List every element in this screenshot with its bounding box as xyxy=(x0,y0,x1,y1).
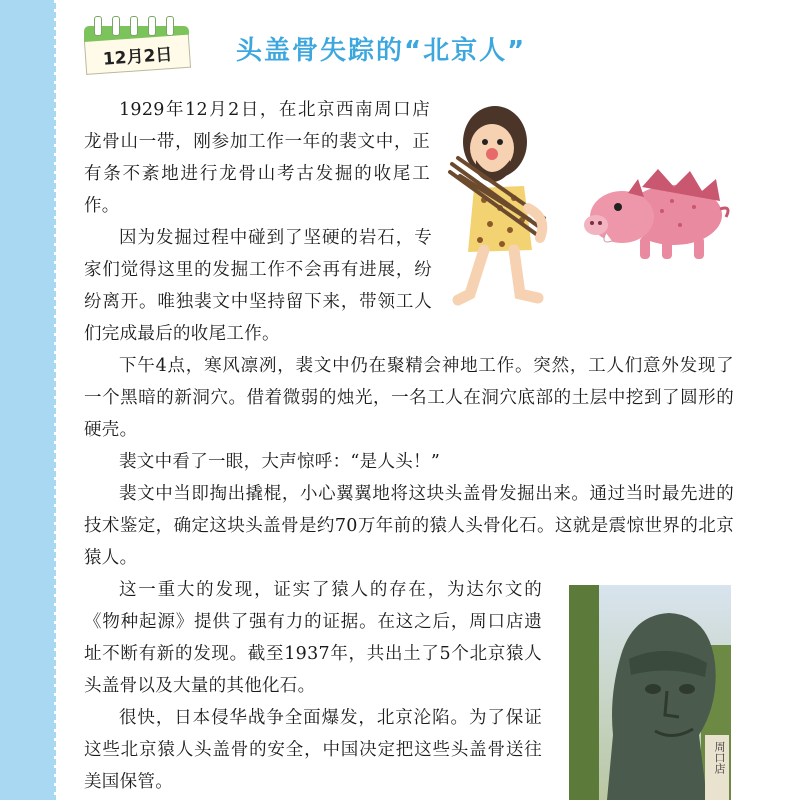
article-title: 头盖骨失踪的“北京人” xyxy=(236,36,527,66)
calendar-page xyxy=(84,35,191,75)
statue-plaque-text: 周口店 xyxy=(713,741,726,774)
paragraph-5: 裴文中当即掏出撬棍，小心翼翼地将这块头盖骨发掘出来。通过当时最先进的技术鉴定，确定这块头盖骨是约70万年前的猿人头骨化石。这就是震惊世界的北京猿人。 xyxy=(84,484,734,568)
statue-photo-image xyxy=(569,585,731,800)
calendar-date-tab xyxy=(84,12,189,70)
calendar-date: 12月2日 xyxy=(102,44,174,70)
caveman-illustration xyxy=(440,100,570,310)
calendar-rings-icon xyxy=(90,16,186,38)
paragraph-6: 这一重大的发现，证实了猿人的存在，为达尔文的《物种起源》提供了强有力的证据。在这之后，周口店遗址不断有新的发现。截至1937年，共出土了5个北京猿人头盖骨以及大量的其他化石。 xyxy=(84,580,542,696)
paragraph-4: 裴文中看了一眼，大声惊呼：“是人头！” xyxy=(119,452,441,472)
paragraph-3: 下午4点，寒风凛冽，裴文中仍在聚精会神地工作。突然，工人们意外发现了一个黑暗的新洞穴。借着微弱的烛光，一名工人在洞穴底部的土层中挖到了圆形的硬壳。 xyxy=(84,356,734,440)
boar-illustration xyxy=(582,165,732,265)
left-decorative-strip xyxy=(0,0,56,800)
paragraph-7: 很快，日本侵华战争全面爆发，北京沦陷。为了保证这些北京猿人头盖骨的安全，中国决定把这些头盖骨送往美国保管。 xyxy=(84,708,542,792)
peking-man-statue-photo xyxy=(569,585,731,800)
paragraph-2: 因为发掘过程中碰到了坚硬的岩石，专家们觉得这里的发掘工作不会再有进展，纷纷离开。唯独裴文中坚持留下来，带领工人们完成最后的收尾工作。 xyxy=(84,228,432,344)
paragraph-1: 1929年12月2日，在北京西南周口店龙骨山一带，刚参加工作一年的裴文中，正有条不紊地进行龙骨山考古发掘的收尾工作。 xyxy=(84,100,430,216)
